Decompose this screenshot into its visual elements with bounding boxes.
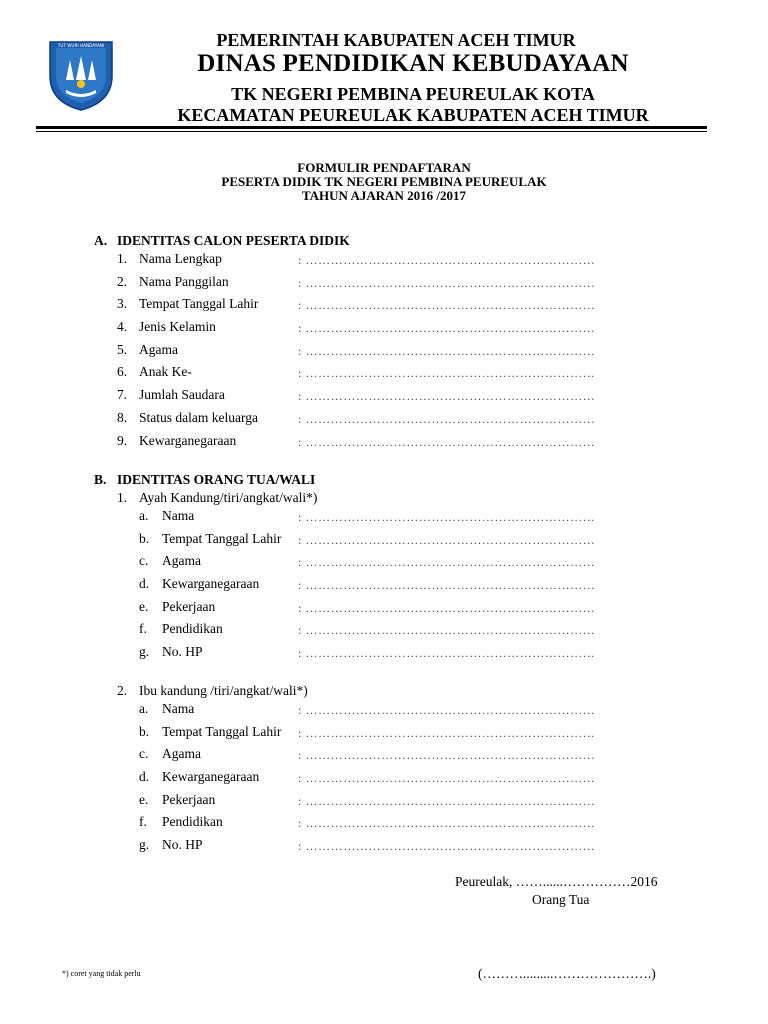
fill-line[interactable]: : …………………………………………………………… bbox=[298, 794, 596, 808]
fill-line[interactable]: : …………………………………………………………… bbox=[298, 533, 596, 547]
fill-line[interactable]: : …………………………………………………………… bbox=[298, 276, 596, 290]
fill-line[interactable]: : …………………………………………………………… bbox=[298, 623, 596, 637]
footnote: *) coret yang tidak perlu bbox=[62, 969, 141, 978]
section-a-heading: A. IDENTITAS CALON PESERTA DIDIK bbox=[94, 233, 350, 248]
section-b-heading: B. IDENTITAS ORANG TUA/WALI bbox=[94, 472, 316, 487]
fill-line[interactable]: : …………………………………………………………… bbox=[298, 748, 596, 762]
fill-line[interactable]: : …………………………………………………………… bbox=[298, 726, 596, 740]
fill-line[interactable]: : …………………………………………………………… bbox=[298, 771, 596, 785]
form-title: FORMULIR PENDAFTARAN bbox=[297, 160, 471, 175]
signature-name-line[interactable]: (……….........………………….) bbox=[478, 966, 656, 981]
header-divider-thick bbox=[36, 126, 707, 129]
fill-line[interactable]: : …………………………………………………………… bbox=[298, 839, 596, 853]
fill-line[interactable]: : …………………………………………………………… bbox=[298, 703, 596, 717]
fill-line[interactable]: : …………………………………………………………… bbox=[298, 366, 596, 380]
academic-year: TAHUN AJARAN 2016 /2017 bbox=[301, 188, 467, 203]
header-district: KECAMATAN PEUREULAK KABUPATEN ACEH TIMUR bbox=[177, 105, 649, 125]
fill-line[interactable]: : …………………………………………………………… bbox=[298, 344, 596, 358]
header-divider-thin bbox=[36, 131, 707, 132]
header-school: TK NEGERI PEMBINA PEUREULAK KOTA bbox=[231, 84, 595, 104]
fill-line[interactable]: : …………………………………………………………… bbox=[298, 298, 596, 312]
fill-line[interactable]: : …………………………………………………………… bbox=[298, 412, 596, 426]
fill-line[interactable]: : …………………………………………………………… bbox=[298, 555, 596, 569]
fill-line[interactable]: : …………………………………………………………… bbox=[298, 510, 596, 524]
form-subtitle: PESERTA DIDIK TK NEGERI PEMBINA PEUREULAK bbox=[221, 174, 547, 189]
fill-line[interactable]: : …………………………………………………………… bbox=[298, 321, 596, 335]
header-government: PEMERINTAH KABUPATEN ACEH TIMUR bbox=[216, 30, 576, 50]
fill-line[interactable]: : …………………………………………………………… bbox=[298, 253, 596, 267]
signature-role: Orang Tua bbox=[532, 892, 590, 907]
fill-line[interactable]: : …………………………………………………………… bbox=[298, 646, 596, 660]
fill-line[interactable]: : …………………………………………………………… bbox=[298, 578, 596, 592]
header-agency: DINAS PENDIDIKAN KEBUDAYAAN bbox=[197, 50, 629, 77]
fill-line[interactable]: : …………………………………………………………… bbox=[298, 389, 596, 403]
logo-text: TUT WURI HANDAYANI bbox=[57, 43, 105, 48]
signature-place-date[interactable]: Peureulak, ……......……………2016 bbox=[455, 874, 658, 889]
fill-line[interactable]: : …………………………………………………………… bbox=[298, 816, 596, 830]
fill-line[interactable]: : …………………………………………………………… bbox=[298, 435, 596, 449]
fill-line[interactable]: : …………………………………………………………… bbox=[298, 601, 596, 615]
